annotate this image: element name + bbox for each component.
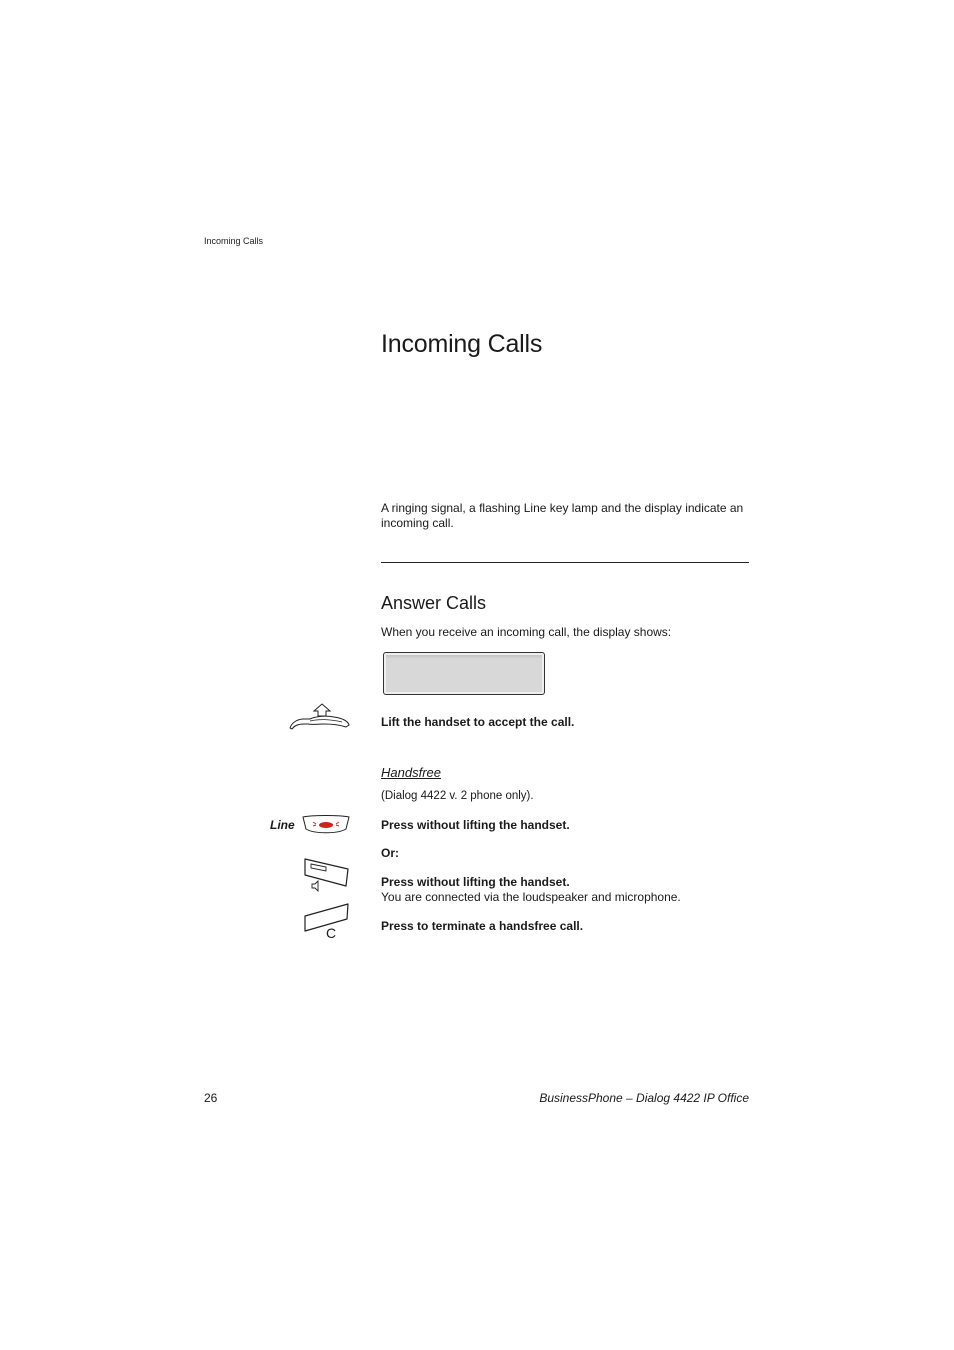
handset-lift-icon — [288, 702, 352, 732]
chapter-title: Incoming Calls — [381, 330, 543, 358]
section-divider — [381, 562, 749, 563]
phone-display — [383, 652, 545, 695]
line-instruction: Press without lifting the handset. — [381, 818, 570, 832]
page-number: 26 — [204, 1091, 218, 1105]
speaker-key-icon[interactable] — [302, 857, 352, 895]
running-header: Incoming Calls — [204, 236, 264, 246]
speaker-instruction: Press without lifting the handset. — [381, 875, 570, 889]
clear-instruction: Press to terminate a handsfree call. — [381, 919, 584, 933]
lift-instruction: Lift the handset to accept the call. — [381, 715, 575, 729]
clear-key-label: C — [326, 925, 337, 941]
document-title: BusinessPhone – Dialog 4422 IP Office — [539, 1091, 749, 1105]
loudspeaker-icon — [312, 881, 318, 891]
display-intro: When you receive an incoming call, the display shows: — [381, 625, 672, 639]
line-lamp-icon — [319, 822, 333, 828]
or-label: Or: — [381, 846, 399, 860]
chapter-intro: A ringing signal, a flashing Line key lamp and the display indicate an incoming call. — [381, 501, 744, 530]
speaker-detail: You are connected via the loudspeaker and microphone. — [381, 890, 681, 904]
handsfree-heading: Handsfree — [381, 765, 441, 780]
handsfree-note: (Dialog 4422 v. 2 phone only). — [381, 790, 534, 802]
line-key-label: Line — [270, 818, 295, 832]
section-title: Answer Calls — [381, 593, 487, 613]
line-key-icon[interactable] — [302, 814, 350, 836]
